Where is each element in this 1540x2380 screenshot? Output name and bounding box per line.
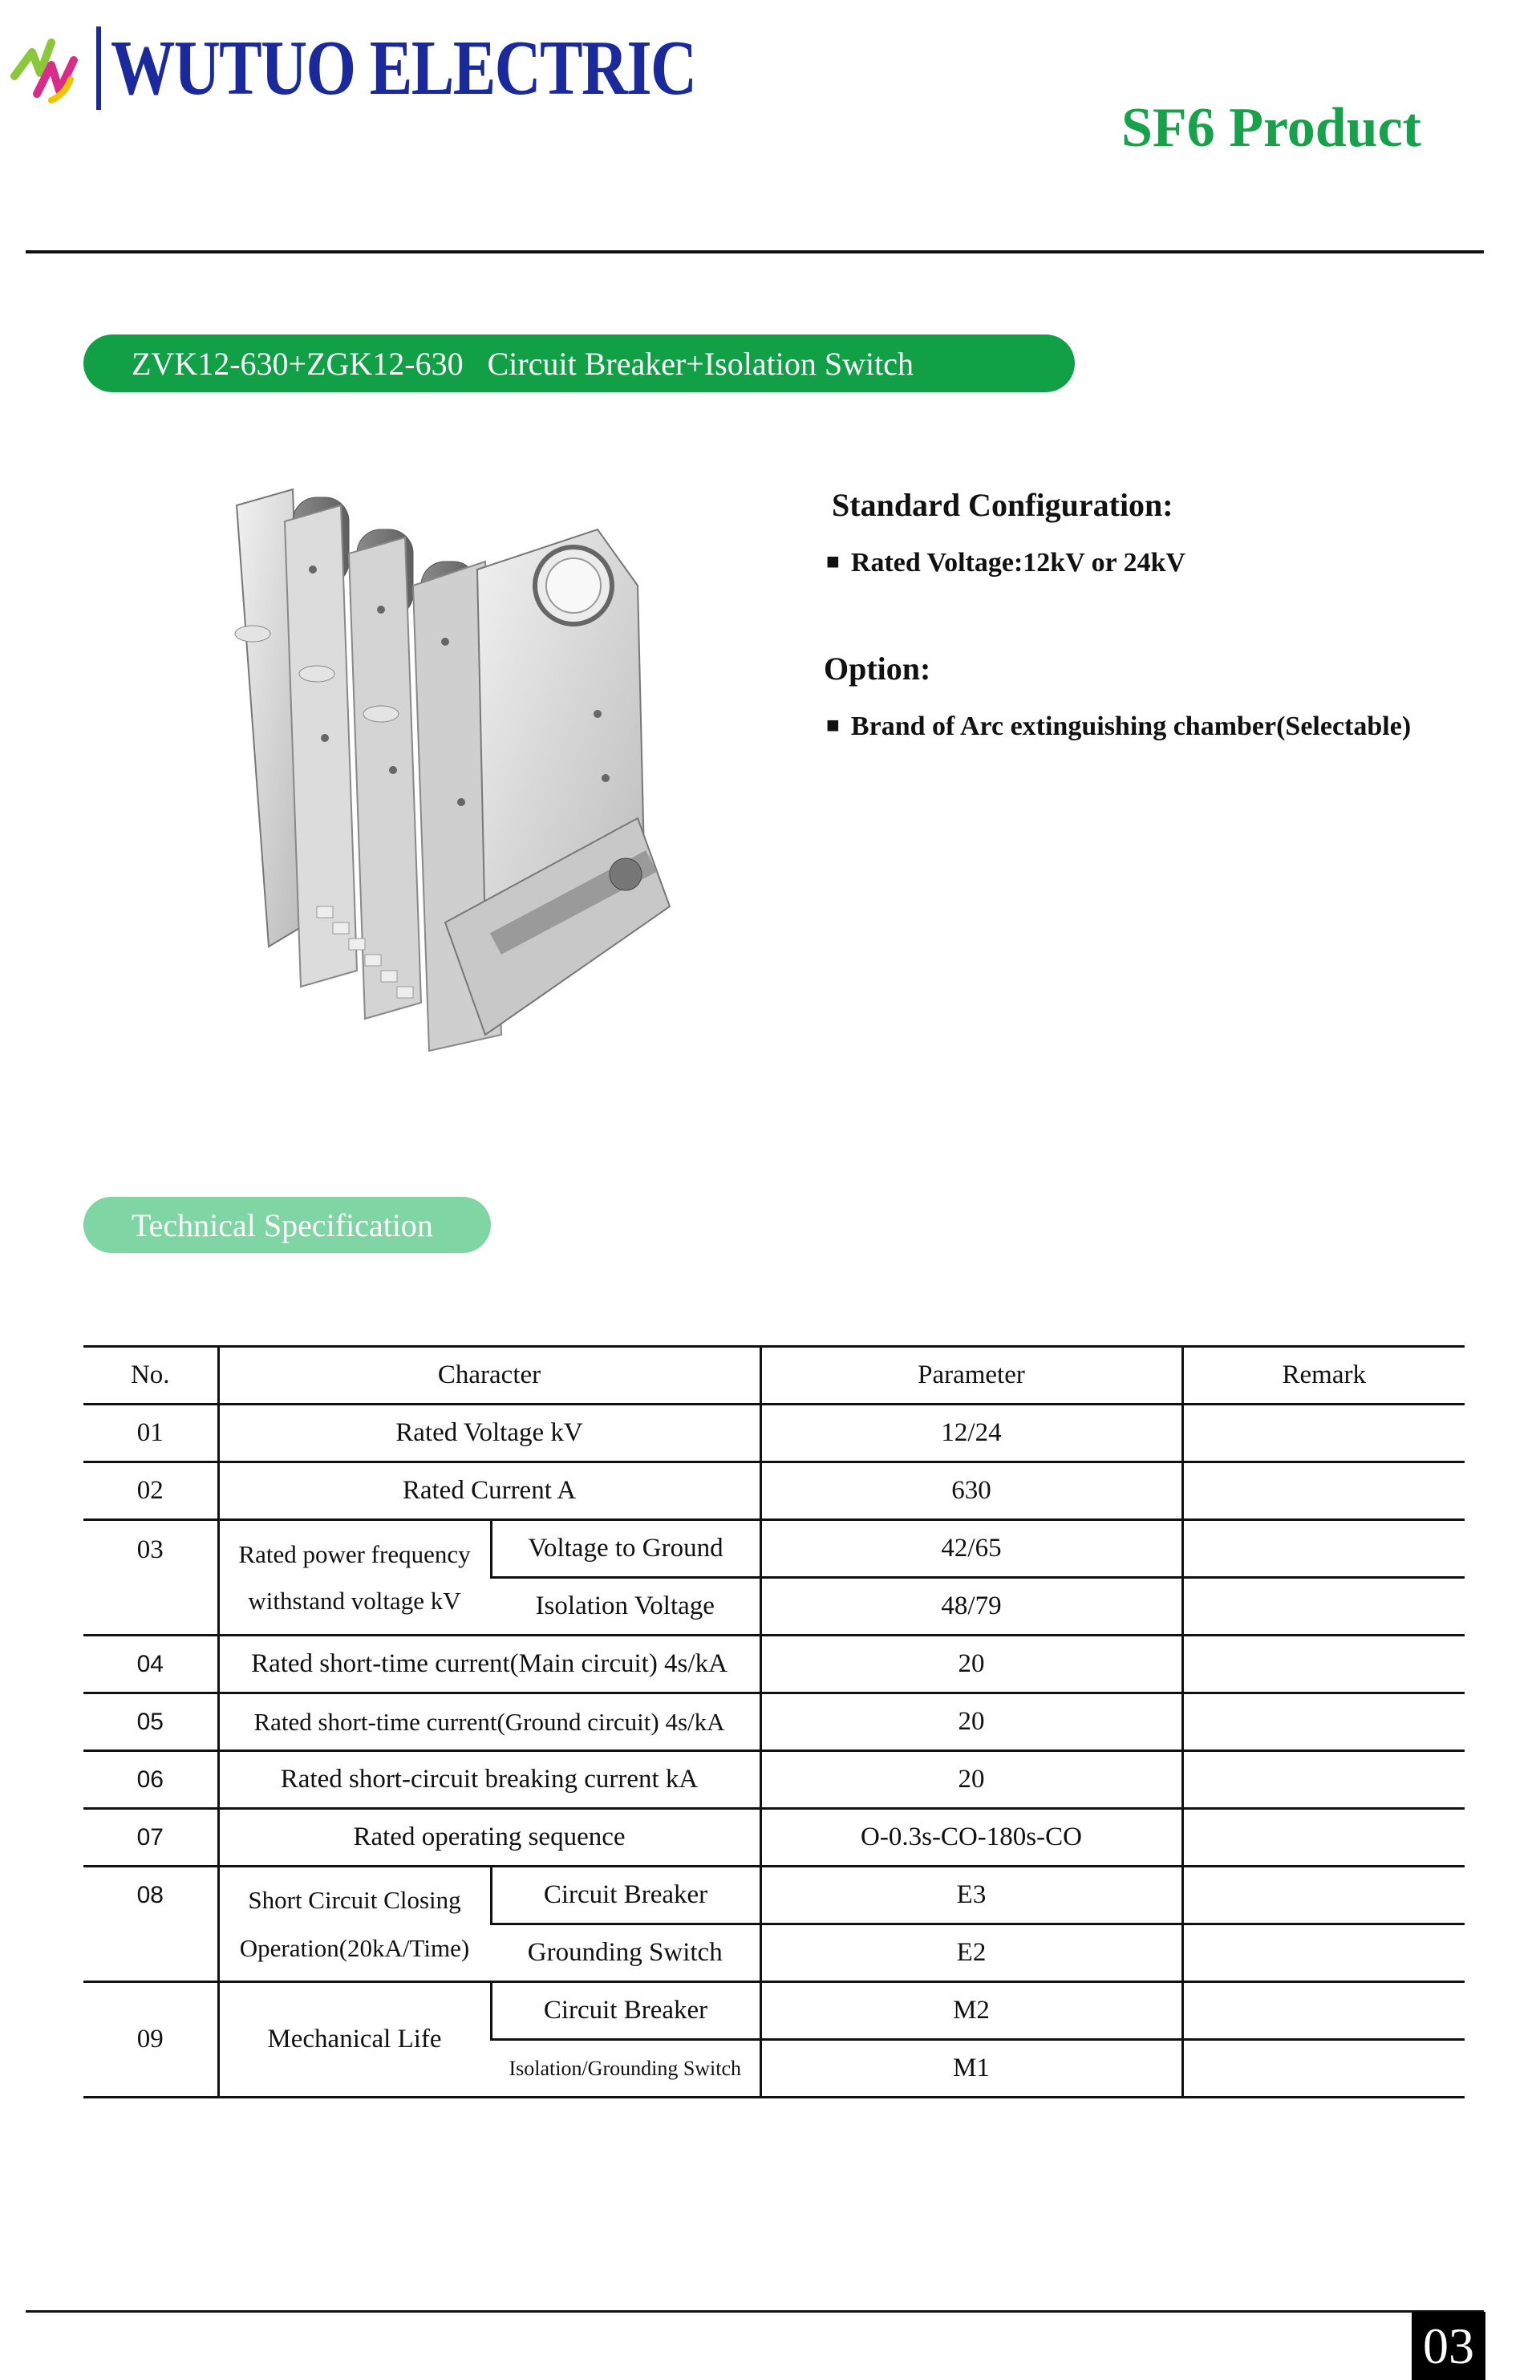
row-parameter: 48/79 [760,1578,1182,1636]
row-remark [1182,1751,1465,1809]
row-parameter: 42/65 [760,1520,1182,1578]
group-line2: withstand voltage kV [248,1586,461,1615]
option-item [826,712,1411,742]
row-character: Rated short-time current(Main circuit) 4s/kA [218,1636,760,1693]
row-character: Rated operating sequence [218,1809,760,1867]
row-no: 02 [83,1462,218,1520]
table-row [83,1693,1465,1751]
page-number: 03 [1412,2312,1485,2380]
table-row [83,1462,1465,1520]
row-parameter: M1 [760,2040,1182,2098]
option-text: Brand of Arc extinguishing chamber(Selectable) [850,712,1412,741]
row-remark [1182,2040,1465,2098]
bullet-icon: ■ [826,549,840,574]
row-no: 09 [83,1982,218,2098]
product-line-title: SF6 Product [1121,97,1421,159]
technical-specification-pill [83,1197,491,1253]
table-row [83,1809,1465,1867]
row-parameter: 20 [760,1693,1182,1751]
group-line1: Rated power frequency [238,1539,471,1568]
standard-configuration-item [826,548,1185,578]
row-parameter: 20 [760,1636,1182,1693]
group-line2: Operation(20kA/Time) [239,1933,470,1962]
row-sub-character: Isolation/Grounding Switch [491,2040,760,2098]
row-parameter: O-0.3s-CO-180s-CO [760,1809,1182,1867]
row-group-character [218,1867,491,1982]
header-remark: Remark [1182,1347,1465,1405]
header-parameter: Parameter [760,1347,1182,1405]
row-sub-character: Voltage to Ground [491,1520,760,1578]
row-sub-character: Grounding Switch [491,1924,760,1982]
row-remark [1182,1405,1465,1462]
standard-configuration-text: Rated Voltage:12kV or 24kV [850,548,1186,578]
header-divider [26,250,1484,253]
row-remark [1182,1867,1465,1924]
row-parameter: E2 [760,1924,1182,1982]
wutuo-logo-icon [10,20,106,116]
row-parameter: 20 [760,1751,1182,1809]
table-header-row [83,1347,1465,1405]
table-row [83,1982,1465,2040]
row-group-character [218,1520,491,1636]
row-no: 03 [83,1520,218,1636]
circuit-breaker-image [221,473,702,1107]
row-no: 04 [83,1636,218,1693]
row-no: 05 [83,1693,218,1751]
footer-divider [26,2310,1484,2313]
row-no: 01 [83,1405,218,1462]
product-title-text: ZVK12-630+ZGK12-630 Circuit Breaker+Isolation Switch [132,345,914,382]
row-remark [1182,1809,1465,1867]
brand-name: WUTUO ELECTRIC [111,25,696,111]
row-remark [1182,1982,1465,2040]
product-title-pill [83,334,1075,392]
group-line1: Short Circuit Closing [248,1885,461,1914]
specification-table [83,1345,1465,2098]
row-character: Rated Current A [218,1462,760,1520]
row-character: Rated short-circuit breaking current kA [218,1751,760,1809]
row-no: 07 [83,1809,218,1867]
row-remark [1182,1924,1465,1982]
bullet-icon: ■ [826,713,840,738]
row-no: 08 [83,1867,218,1982]
row-parameter: 12/24 [760,1405,1182,1462]
row-sub-character: Circuit Breaker [491,1982,760,2040]
row-remark [1182,1520,1465,1578]
row-group-character: Mechanical Life [218,1982,491,2098]
header-character: Character [218,1347,760,1405]
row-remark [1182,1693,1465,1751]
standard-configuration-heading: Standard Configuration: [832,487,1173,523]
row-character: Rated short-time current(Ground circuit) 4s/kA [218,1693,760,1751]
row-parameter: 630 [760,1462,1182,1520]
header-no: No. [83,1347,218,1405]
brand-logo [10,16,825,120]
row-remark [1182,1462,1465,1520]
row-remark [1182,1636,1465,1693]
row-character: Rated Voltage kV [218,1405,760,1462]
row-sub-character: Isolation Voltage [491,1578,760,1636]
row-remark [1182,1578,1465,1636]
row-parameter: E3 [760,1867,1182,1924]
table-row [83,1867,1465,1924]
technical-specification-text: Technical Specification [132,1206,433,1243]
row-parameter: M2 [760,1982,1182,2040]
row-no: 06 [83,1751,218,1809]
table-row [83,1520,1465,1578]
option-heading: Option: [824,651,931,687]
table-row [83,1405,1465,1462]
table-row [83,1636,1465,1693]
row-sub-character: Circuit Breaker [491,1867,760,1924]
table-row [83,1751,1465,1809]
